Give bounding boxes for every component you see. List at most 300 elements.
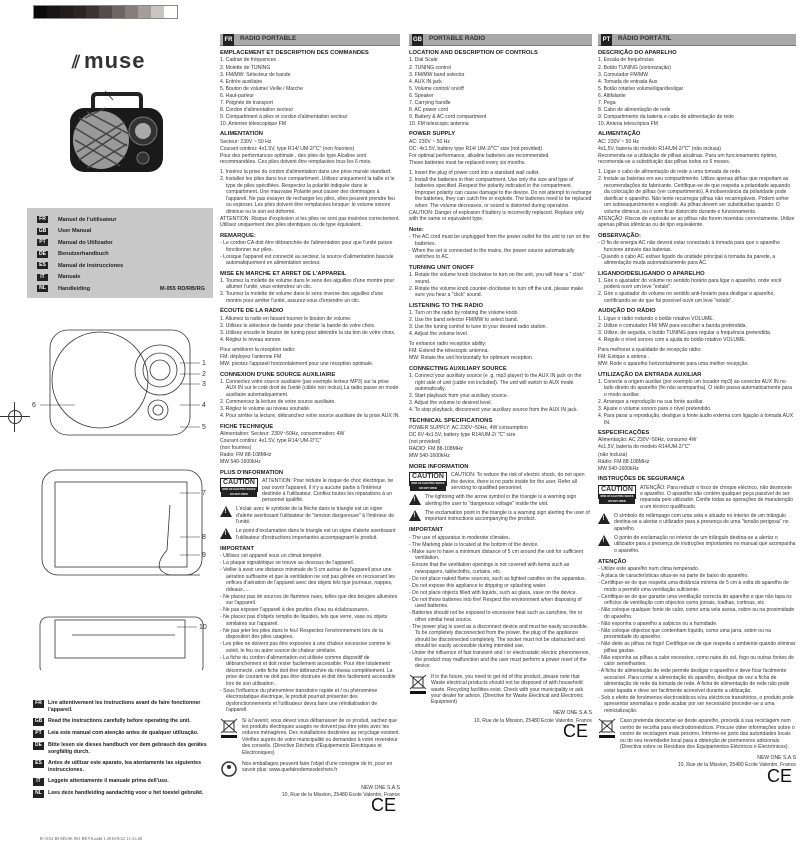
print-footer: R-3152 IB MUSE 001 REV0.indd 1 2016/9/22 11:31:48: [40, 836, 142, 841]
list-item: - Ensure that the ventilation openings is not covered with items such as newspapers, tablecloths, curtains, etc.: [409, 562, 570, 575]
weee-text: Si à l'avenir, vous devez vous débarrasser de ce produit, sachez que les produits électriques usagés ne doivent pas être jetés avec les ordures ménagères. Des installations destinées au recyclage existent. Vérifiez auprès de votre municipalité ou demandez à votre revendeur des conseils. (Directive Déchets d'Equipements Electriques et Electroniques): [242, 717, 400, 756]
list-item: 2. Gire o ajustador do volume no sentido anti-horário para desligar o aparelho, certificando-se de que foi possível ouvir um leve "estalo".: [598, 291, 775, 304]
company-address: 10, Rue de la Mission, 25480 Ecole Valentin, France: [677, 762, 796, 769]
paragraph: RADIO: FM 88-108MHz: [409, 446, 464, 453]
warning-block: [409, 510, 592, 524]
list-item: 7. Pega: [598, 99, 616, 106]
paragraph: For optimal performance, alkaline batteries are recommended.: [409, 152, 550, 159]
list-item: - Do not place naked flame sources, such as lighted candles on the apparatus.: [409, 575, 586, 582]
triman-icon: [220, 761, 238, 781]
list-item: 1. Rotate the volume knob clockwise to turn on the unit, you will hear a " click" sound.: [409, 272, 585, 285]
note-row: [33, 760, 213, 774]
language-label: Handleiding: [58, 285, 91, 292]
list-item: 1. Ligue o rádio rodando o botão rotativo VOLUME.: [598, 315, 715, 322]
section-header: [220, 34, 400, 46]
warning-triangle-icon: [220, 528, 232, 539]
list-item: - Le cordon CA doit être débranchée de l'alimentation pour que l'unité puisse fonctionner sur piles.: [220, 240, 393, 253]
paragraph: CAUTION: Danger of explosion if battery is incorrectly replaced. Replace only with the same or equivalent type.: [409, 209, 584, 223]
note-row: [33, 718, 213, 726]
section-heading: LISTENING TO THE RADIO: [409, 302, 483, 309]
paragraph: Para melhorar a qualidade de recepção rádio:: [598, 347, 702, 353]
paragraph: (not provided): [409, 439, 441, 446]
section-heading: IMPORTANT: [409, 527, 444, 534]
list-item: 10. Antena telescópica FM: [598, 120, 659, 127]
list-item: - The Marking plate is located at the bottom of the device.: [409, 541, 539, 548]
caution-block: [598, 485, 796, 511]
list-item: 6. Speaker: [409, 92, 434, 99]
language-badge: FR: [37, 216, 48, 223]
paragraph: Alimentação: AC 230V~50Hz, consumo 4W: [598, 437, 697, 444]
section-heading: OBSERVAÇÃO:: [598, 232, 641, 239]
list-item: 5. Bouton de volume/ Veille / Marche: [220, 85, 303, 92]
caution-text: ATENÇÃO: Para reduzir o risco de choque eléctrico, não desmonte o aparelho. O aparelho não contém qualquer peça passível de ser reparada pelo utilizador. Confie todas as operações de manutenção a um técnico qualificado.: [640, 484, 793, 510]
section-title: RADIO PORTABLE: [240, 35, 297, 43]
list-item: - Sous l'influence du phénomène transitoire rapide et / ou phénomène électrostatique électrique, le produit pourrait présenter des dysfonctionnements et l'utilisateur devra faire une réinitialisation de l'appareil.: [220, 687, 378, 714]
note-text: Bitte lesen sie dieses handbuch vor dem gebrauch des gerätes sorgfältig durch.: [48, 742, 207, 755]
list-item: 8. Cordon d'alimentation secteur: [220, 106, 294, 113]
list-item: 4. Para parar a reprodução, desligue a fonte áudio externa com ligação à tomada AUX IN.: [598, 413, 794, 426]
list-item: - Ne placez pas de sources de flammes nues, telles que des bougies allumées sur l'appareil.: [220, 593, 398, 607]
language-badge: PT: [601, 34, 612, 46]
list-item: 10. FM telescopic antenna: [409, 120, 469, 127]
list-item: - Não coloque qualquer fonte de calor, como uma vela acesa, sobre ou na proximidade do aparelho.: [598, 607, 795, 620]
list-item: 2. Instale as baterias em seu compartimento. Utilize apenas pilhas que respeitam as recomendações do fabricante. Certifique-se de que respeita a polaridade aquando da colocação de pilhas (ver compartimento). A inobservância da polaridade pode danificar o aparelho. Não tente recarregar pilhas não recarregáveis. Podem sofrer um sobreaquecimento e explodir. As pilhas devem ser substituídas quando: O volume diminuir, ou o som ficar distorcido durante o funcionamento.: [598, 176, 791, 215]
language-label: Manual do Utilizador: [58, 239, 113, 246]
paragraph: (não inclusa): [598, 451, 628, 458]
caution-label: CAUTION: [412, 473, 444, 481]
paragraph: ATTENTION: Risque d'explosion si les piles ne sont pas insérées correctement. Utilisez uniquement des piles identiques ou de type équivalent.: [220, 215, 400, 229]
column-gb: [409, 34, 592, 741]
paragraph: ATENÇÃO: Riscos de explosão se as pilhas não forem inseridas correctamente. Utilize apenas pilhas idênticas ou de tipo equivalente.: [598, 215, 795, 229]
triman-text: Nos emballages peuvent faire l'objet d'une consigne de tri, pour en savoir plus: www.quefairedemesdechets.fr: [242, 760, 393, 774]
list-item: 2. Start playback from your auxiliary source.: [409, 393, 509, 400]
list-item: - Do not expose this appliance to dripping or splashing water.: [409, 582, 547, 589]
list-item: 1. Connect your auxiliary source (e .g. mp3 player) to the AUX IN jack on the right side of unit (cable not included). The unit will switch to AUX mode automatically.: [409, 373, 582, 393]
warning-text: O símbolo do relâmpago com uma seta e situado no interior de um triângulo destina-se a alertar o utilizador para a presença de uma "tensão perigosa" no aparelho.: [614, 512, 789, 532]
list-item: 1. Gire o ajustador do volume no sentido horário para ligar o aparelho, onde você poderá ouvir um leve "estalo".: [598, 277, 782, 291]
language-row: [37, 283, 213, 295]
weee-text: If in the future, you need to get rid of this product, please note that Waste electrical products should not be disposed of with household waste. Recycling facilities exist. Check with your municipality or ask your dealer for advice. (Directive for Waste Electrical and Electronic Equipment): [431, 673, 584, 706]
section-heading: MORE INFORMATION: [409, 463, 469, 470]
paragraph: Pour des performances optimale , des piles de type Alcaline sont recommandées. Ces piles doivent être remplacées tous les 6 mois.: [220, 152, 372, 166]
paragraph: AC: 230V ~ 50 Hz: [409, 138, 450, 145]
warning-block: [409, 494, 592, 508]
diagram-label: 5: [202, 424, 206, 431]
list-item: 1. Connectez votre source auxiliaire (par exemple lecteur MP3) sur la prise AUX IN sur le coté droit de l'unité (câble non inclus).La radio passe en mode auxiliaire automatiquement.: [220, 379, 399, 398]
list-item: 9. Compartiment à piles et cordon d'alimentation secteur: [220, 113, 348, 120]
language-row: [37, 272, 213, 284]
weee-block: [220, 718, 400, 757]
section-heading: EMPLACEMENT ET DESCRIPTION DES COMMANDES: [220, 50, 369, 56]
caution-text: ATTENTION: Pour réduire le risque de choc électrique, ne pas ouvrir l'appareil, il n'y a aucune partie à l'intérieur destinée à l'utilisateur. Confiez toutes les réparations à un personnel qualifié.: [262, 478, 394, 504]
list-item: - Do not place objects filled with liquids, such as glass, vase on the device.: [409, 589, 577, 596]
list-item: 3. Utilisez ensuite le bouton de tuning pour atteindre la sta tion de votre choix.: [220, 329, 396, 336]
color-swatch: [47, 6, 60, 18]
warning-block: [598, 513, 796, 533]
language-badge: NL: [37, 285, 48, 292]
warning-text: The exclamation point in the triangle is a warning sign alerting the user of important instructions accompanying the product.: [425, 509, 590, 523]
list-item: - Não deite as pilhas no fogo! Certifique-se de que respeita o ambiente quando eliminar pilhas gastas.: [598, 641, 796, 654]
list-item: 5. Volume control/ on/off: [409, 85, 464, 92]
list-item: 2. Commencez la lecture de votre source auxiliaire.: [220, 398, 336, 405]
warning-triangle-icon: [598, 535, 610, 546]
paragraph: 4x1,5V, bateria do modelo R14/UM-2/"C": [598, 444, 691, 451]
section-heading: TECHNICAL SPECIFICATIONS: [409, 417, 493, 424]
list-item: 4. AUX IN jack: [409, 78, 442, 85]
paragraph: MW 540-1600kHz: [598, 465, 639, 472]
list-item: 4. Pour arrêter la lecture, débranchez votre source auxiliaire de la prise AUX IN.: [220, 413, 400, 420]
list-item: 3. Comutador FM/MW: [598, 71, 649, 78]
list-item: - The power plug is used as a disconnect device and must be easily accessible. To be completely disconnected from the power, the plug of the appliance should be disconnected completely. The socket must not be obstructed and should be easily accessible during intended use.: [409, 623, 589, 650]
warning-triangle-icon: [220, 506, 232, 517]
list-item: - A placa de características situa-se na parte de baixo do aparelho.: [598, 573, 749, 580]
color-swatch: [151, 6, 164, 18]
color-swatch: [112, 6, 125, 18]
color-swatch: [138, 6, 151, 18]
section-heading: TURNING UNIT ON/OFF: [409, 264, 475, 271]
caution-label-icon: [220, 478, 258, 497]
list-item: 2. Molette de TUNING: [220, 64, 271, 71]
section-heading: INSTRUÇÕES DE SEGURANÇA: [598, 476, 685, 483]
crossed-bin-icon: [598, 718, 616, 738]
weee-block: [598, 718, 796, 751]
language-label: User Manual: [58, 228, 92, 235]
color-swatch: [99, 6, 112, 18]
color-calibration-strip: [33, 5, 178, 19]
list-item: - Batteries should not be exposed to excessive heat such as sunshine, fire or other similar heat source.: [409, 610, 583, 623]
section-heading: LIGANDO/DESLIGANDO O APARELHO: [598, 270, 705, 277]
warning-triangle-icon: [409, 494, 421, 505]
list-item: - La fiche du cordon d'alimentation est utilisée comme dispositif de débranchement et doit rester facilement accessible. Pour être totalement déconnecté, cette fiche doit être débranchée du réseau complètement. La prise de courant ne doit pas être obstruée et doit être facilement accessible lors de son utilisation .: [220, 654, 396, 687]
crossed-bin-icon: [409, 674, 427, 694]
language-badge: PT: [33, 730, 44, 738]
language-badge: FR: [223, 34, 234, 46]
list-item: 8. AC power cord: [409, 106, 449, 113]
list-item: 6. Haut-parleur: [220, 92, 254, 99]
column-fr: [220, 34, 400, 816]
color-swatch: [60, 6, 73, 18]
list-item: 3. Adjust the volume to desired level.: [409, 400, 492, 407]
section-title: PORTABLE RADIO: [429, 35, 486, 43]
list-item: 3. Réglez le volume au niveau souhaité.: [220, 406, 311, 412]
list-item: 8. Cabo de alimentação de rede: [598, 106, 671, 113]
language-row: [37, 214, 213, 226]
diagram-label: 10: [199, 624, 207, 631]
paragraph: POWER SUPPLY: AC 230V~50Hz, 4W consumption: [409, 425, 528, 432]
company-name: NEW ONE S.A.S: [757, 755, 796, 762]
warning-triangle-icon: [598, 513, 610, 524]
section-heading: FICHE TECHNIQUE: [220, 423, 274, 430]
list-item: - Veiller à avoir une distance minimale de 5 cm autour de l'appareil pour une aération suffisante et que la ventilation ne soit pas gênée en recouvrant les orifices d'aération de l'appareil avec des objets tels que journaux, nappes, rideaux.....: [220, 567, 395, 593]
list-item: - O fio de energia AC não deverá estar conectado à tomada para que o aparelho funcione através das baterias.: [598, 240, 780, 253]
diagram-label: 4: [202, 402, 206, 409]
list-item: - Sob o efeito de fenómenos electrostáticos e/ou eléctricos transitórios, o produto pode apresentar anomalias e pode acabar por ser necessário proceder-se a uma reinicialização.: [598, 694, 794, 714]
caution-label-icon: [598, 485, 636, 503]
warning-block: [220, 506, 400, 526]
note-row: [33, 700, 213, 714]
weee-text: Caso pretenda descartar-se deste aparelho, proceda à sua reciclagem num centro de recolha para electrodomésticos. Procure obter informações sobre o centro de reciclagem mais próximo. Informe-se junto das autoridades locais ou do seu revendedor local para a obtenção de pormenores adicionais (Directiva sobre os Resíduos dos Equipamentos Eléctricos e Electrónicos).: [620, 718, 795, 750]
section-heading: ALIMENTATION: [220, 131, 263, 138]
section-heading: DESCRIÇÃO DO APARELHO: [598, 50, 677, 56]
section-heading: ESPECIFICAÇÕES: [598, 429, 650, 436]
language-row: [37, 226, 213, 238]
cover-page: [0, 0, 215, 848]
paragraph: MW: pivotez l'appareil horizontalement pour une réception optimale.: [220, 361, 374, 368]
language-label: Manuale: [58, 274, 81, 281]
language-badge: ES: [37, 262, 48, 269]
list-item: 2. Tournez la molette de volume dans le sens inverse des aiguilles d'une montre pour arrêter l'unité, assurez-vous d'entendre un clic.: [220, 291, 384, 304]
warning-text: Le point d'exclamation dans le triangle est un signe d'alerte avertissant l'utilisateur d'instructions importantes accompagnant le produit.: [236, 528, 396, 541]
paragraph: Courant continu: 4x1.5V, type R14/ UM-2/"C" (non fournies): [220, 145, 355, 152]
paragraph: Pour améliorer la réception radio:: [220, 347, 296, 353]
list-item: 5. Botão rotativo volume/ligar/desligar: [598, 85, 684, 92]
list-item: 6. Altifalante: [598, 92, 626, 99]
list-item: 2. Installez les piles dans leur compartiment .Utilisez uniquement la taille et le type de piles spécifiées. Respectez la polarité indiquée dans le compartiment. Une mauvaise Polarité peut causer des dommages à l'appareil. Ne pas essayer de recharger les piles, elles peuvent prendre feu ou exploser. Les piles doivent être remplacées lorsque: le volume sonore diminue ou le son est déformé.: [220, 176, 395, 215]
color-swatch: [86, 6, 99, 18]
paragraph: FM: Extend the telescopic antenna.: [409, 348, 489, 355]
list-item: 4. Réglez le niveau sonore.: [220, 336, 282, 343]
paragraph: To enhance radio reception ability:: [409, 341, 487, 348]
list-item: 2. Install the batteries in their compartment. Use only the size and type of batteries specified .Respect the polarity indicated in the compartment. Improper polarity can cause damage to the device. Do not attempt to recharge the batteries, they can catch fire or explode. The batteries need to be replaced when: The volume decreases, or sound is distorted during operation.: [409, 177, 592, 209]
list-item: 2. Use the band selector FM/MW to select band.: [409, 317, 518, 323]
language-badge: ES: [33, 760, 44, 768]
list-item: - Ne pas jeter les piles dans le feu! Respectez l'environnement lors de la disposition des piles usagées.: [220, 627, 383, 641]
paragraph: MW: Rotate the unit horizontally for optimum reception.: [409, 355, 534, 362]
paragraph: These batteries must be replaced every six months.: [409, 159, 526, 166]
language-label: Manuel de l'utilisateur: [58, 216, 117, 223]
diagram-label: 6: [32, 402, 36, 409]
list-item: - Utilize este aparelho num clima temperado.: [598, 566, 700, 573]
list-item: 2. Rotate the volume knob counter-clockwise to turn off the unit, please make sure you hear a "click" sound.: [409, 285, 584, 299]
paragraph: MW: Rode o aparelho horizontalmente para uma melhor recepção.: [598, 361, 749, 368]
language-badge: DE: [37, 251, 48, 258]
language-badge: FR: [33, 700, 44, 708]
list-item: - La plaque signalétique se trouve au dessous de l'appareil.: [220, 560, 355, 567]
list-item: - When the set is connected to the mains, the power source automatically switches to AC.: [409, 247, 575, 261]
language-row: [37, 237, 213, 249]
section-heading: POWER SUPPLY: [409, 131, 456, 138]
ce-mark-icon: CE: [370, 795, 396, 816]
list-item: 1. Insert the plug of power cord into a standard wall outlet.: [409, 169, 540, 176]
warning-text: O ponto de exclamação no interior de um triângulo destina-se a alertar o utilizador para a presença de instruções importantes no manual que acompanha o aparelho.: [614, 534, 796, 554]
color-swatch: [73, 6, 86, 18]
language-badge: NL: [33, 790, 44, 798]
company-address: 10, Rue de la Mission, 25480 Ecole Valentin, France: [473, 717, 592, 724]
paragraph: Rádio: FM 88-108MHz: [598, 458, 650, 465]
warning-text: L'éclair avec le symbole de la flèche dans le triangle est un signe d'alerte avertissant l'utilisateur de "tension dangereuse" à l'intérieur de l'unité.: [236, 506, 395, 526]
list-item: - Lorsque l'appareil est connecté au secteur, la source d'alimentation bascule automatiquement en alimentation secteur.: [220, 253, 394, 267]
list-item: 1. Dial Scale: [409, 57, 438, 64]
list-item: 1. Cadran de fréquences: [220, 57, 277, 64]
company-name: NEW ONE S.A.S: [553, 710, 592, 717]
note-text: Leia este manual com atenção antes de qualquer utilização.: [48, 730, 199, 736]
list-item: 10. Antenne télescopique FM: [220, 120, 286, 127]
column-pt: [598, 34, 796, 786]
weee-block: [409, 674, 592, 707]
list-item: - Ne pas exposer l'appareil à des gouttes d'eau ou éclaboussures.: [220, 607, 369, 614]
ce-mark-icon: CE: [562, 720, 588, 741]
list-item: 3. Use the tuning control to tune to your desired radio station.: [409, 324, 547, 331]
list-item: - Não coloque objectos que contenham líquido, como uma jarra, sobre ou na proximidade do aparelho.: [598, 627, 772, 641]
warning-text: The lightning with the arrow symbol in the triangle is a warning sign alerting the user to "dangerous voltage" inside the unit.: [425, 494, 577, 507]
note-text: Antes de utilizar este aparato, lea atentamente las siguientes instrucciones.: [48, 760, 202, 773]
list-item: - Quando o cabo AC estiver ligado da unidade principal à tomada da parede, a alimentação muda automaticamente para AC.: [598, 253, 776, 267]
paragraph: Recomenda-se a utilização de pilhas alcalinas. Para um funcionamento óptimo, recomenda-se a substituição das pilhas todos os 6 meses.: [598, 152, 778, 166]
list-item: 1. Ligue o cabo de alimentação de rede a uma tomada de rede.: [598, 169, 742, 176]
list-item: 2. TUNING control: [409, 64, 451, 71]
list-item: 2. Utilize o comutador FM/ MW para escolher a banda pretendida.: [598, 322, 747, 329]
paragraph: Courant continu: 4x1.5V, type R14/ UM-2/"C": [220, 438, 322, 444]
list-item: 4. Regule o nível sonoro com a ajuda do botão rotativo VOLUME.: [598, 336, 747, 343]
list-item: - Utilisez cet appareil sous un climat tempéré.: [220, 553, 323, 560]
section-heading: Note:: [409, 226, 424, 233]
list-item: 1. Insérez la prise du cordon d'alimentation dans une prise murale standard.: [220, 169, 392, 176]
list-item: 4. Adjust the volume level.: [409, 331, 469, 338]
list-item: - Certifique-se de que garante uma ventilação correcta do aparelho e que não tapa os orifícios de ventilação com objectos como jornais, toalhas, cortinas, etc.: [598, 593, 792, 607]
language-badge: GB: [412, 34, 423, 46]
list-item: 2. Botão TUNING (sintonização): [598, 64, 671, 71]
color-swatch: [164, 6, 177, 18]
language-row: [37, 249, 213, 261]
language-row: [37, 260, 213, 272]
radio-diagrams: [30, 325, 210, 670]
section-heading: UTILIZAÇÃO DA ENTRADA AUXILIAR: [598, 371, 702, 378]
paragraph: MW 540-1600kHz: [220, 459, 261, 466]
section-heading: PLUS D'INFORMATION: [220, 469, 284, 476]
caution-sub: RISK OF ELECTRIC SHOCK DO NOT OPEN: [222, 488, 256, 497]
list-item: - Ne placez pas d'objets remplis de liquides, tels que verre, vase ou objets similaires sur l'appareil.: [220, 614, 388, 627]
caution-sub: RISK OF ELECTRIC SHOCK DO NOT OPEN: [411, 482, 445, 491]
language-label: Benutzerhandbuch: [58, 251, 109, 258]
list-item: 1. Conecte a origem auxiliar (por exemplo um tocador mp3) ao conector AUX IN no lado direito do aparelho (fio não acompanha). O rádio passa automaticamente para o modo auxiliar.: [598, 379, 793, 398]
caution-label: CAUTION: [601, 485, 633, 493]
paragraph: FM: Estique a antena .: [598, 354, 650, 361]
paragraph: MW 540-1600kHz: [409, 453, 450, 460]
list-item: 1. Allumez la radio en faisant tourner le bouton de volume.: [220, 315, 352, 322]
list-item: 3. Utilize, de seguida, o botão TUNING para regular a frequência pretendida.: [598, 329, 772, 336]
list-item: - Certifique-se de que respeita uma distância mínima de 5 cm à volta do aparelho de modo a permitir uma ventilação suficiente.: [598, 580, 789, 593]
language-badge: PT: [37, 239, 48, 246]
list-item: 9. Compartimento da bateria e cabo de alimentação de rede: [598, 113, 734, 120]
list-item: - Les piles ne doivent pas être exposées à une chaleur excessive comme le soleil, le feu ou autre source de chaleur similaire.: [220, 641, 391, 654]
caution-block: [409, 472, 592, 492]
triman-block: [220, 761, 400, 781]
diagram-label: 8: [202, 534, 206, 541]
note-text: Read the instructions carefully before operating the unit.: [48, 718, 191, 724]
language-badge: GB: [34, 718, 43, 724]
list-item: 9. Battery & AC cord compartment: [409, 113, 487, 120]
company-name: NEW ONE S.A.S: [361, 784, 400, 791]
radio-photo: [65, 88, 165, 183]
section-title: RÁDIO PORTÁTIL: [618, 35, 672, 43]
note-row: [33, 742, 213, 756]
caution-text: CAUTION: To reduce the risk of electric shock, do not open the device, there is no parts inside for the user. Refer all servicing to qualified personnel.: [451, 472, 585, 492]
list-item: - The AC cord must be unplugged from the power outlet for the unit to run on the batteries.: [409, 234, 590, 247]
company-address: 10, Rue de la Mission, 25480 Ecole Valentin, France: [281, 791, 400, 798]
paragraph: Radio: FM 88-108MHz: [220, 452, 272, 459]
note-text: Lees deze handleiding aandachtig voor u het toestel gebruikt.: [48, 790, 204, 796]
list-item: 4. To stop playback, disconnect your auxiliary source from the AUX IN jack.: [409, 407, 578, 414]
note-text: Lire attentivement les instructions avant de faire fonctionner l'appareil.: [48, 700, 201, 713]
language-badge: DE: [33, 742, 44, 750]
list-item: 7. Carrying handle: [409, 99, 451, 106]
paragraph: Alimentation: Secteur: 230V~50Hz, consommation: 4W: [220, 430, 345, 437]
caution-label: CAUTION: [223, 479, 255, 487]
section-heading: CONNEXION D'UNE SOURCE AUXILIAIRE: [220, 371, 336, 378]
list-item: 3. FM/MW band selector: [409, 71, 465, 78]
section-heading: REMARQUE:: [220, 232, 256, 239]
color-swatch: [125, 6, 138, 18]
section-heading: ÉCOUTE DE LA RADIO: [220, 308, 284, 315]
section-heading: AUDIÇÃO DO RÁDIO: [598, 308, 656, 315]
diagram-label: 9: [202, 552, 206, 559]
language-badge: IT: [33, 778, 44, 786]
list-item: 2. Utilisez le sélecteur de bande pour choisir la bande de votre choix.: [220, 322, 376, 329]
list-item: - Do not throw batteries into fire! Respect the environment when disposing of used batteries.: [409, 596, 582, 610]
caution-label-icon: [409, 472, 447, 491]
paragraph: AC: 230V ~ 50 Hz: [598, 138, 639, 145]
section-header: [409, 34, 592, 46]
model-number: M-055 RD/RB/RG: [159, 285, 205, 292]
color-swatch: [34, 6, 47, 18]
note-row: [33, 730, 213, 738]
list-item: 1. Tournez la molette de volume dans le sens des aiguilles d'une montre pour allumer l'unité, vous entendrez un clic.: [220, 277, 395, 291]
paragraph: DC 6V 4x1.5V, battery type R14/UM-2/ "C" size: [409, 432, 516, 439]
warning-block: [598, 535, 796, 555]
caution-sub: RISK OF ELECTRIC SHOCK DO NOT OPEN: [600, 494, 634, 503]
read-instructions-notes: [33, 700, 213, 802]
section-header: [598, 34, 796, 46]
paragraph: Secteur: 230V ~ 50 Hz: [220, 138, 272, 145]
paragraph: (non fournies): [220, 445, 252, 452]
registration-mark: [0, 402, 30, 432]
language-badge: GB: [38, 227, 47, 234]
paragraph: FM: déployez l'antenne FM: [220, 354, 282, 361]
list-item: - A ficha de alimentação de rede permite desligar o aparelho e deve ficar facilmente acessível. Para cortar a alimentação do aparelho, desligue de vez a ficha de alimentação de rede da tomada de rede. A ficha de alimentação de rede não pode estar tapada e deve ser facilmente acessível durante a utilização.: [598, 668, 790, 694]
caution-block: [220, 478, 400, 504]
list-item: 4. Tomada de entrada Aux: [598, 78, 658, 85]
muse-logo: ⫽ muse: [72, 48, 146, 73]
list-item: - Não exponha as pilhas a calor excessivo, como raios do sol, fogo ou outras fontes de calor semelhantes.: [598, 654, 794, 668]
language-list: [27, 208, 213, 298]
note-text: Leggete attentamente il manuale prima dell'uso.: [48, 778, 169, 784]
list-item: 2. Arranque a reprodução na sua fonte auxiliar.: [598, 398, 704, 405]
list-item: - Make sure to have a minimum distance of 5 cm around the unit for sufficient ventilation.: [409, 548, 584, 562]
diagram-label: 2: [202, 371, 206, 378]
diagram-label: 3: [202, 381, 206, 388]
section-heading: LOCATION AND DESCRIPTION OF CONTROLS: [409, 50, 538, 56]
note-row: [33, 790, 213, 798]
list-item: 4. Entrée auxiliaire: [220, 78, 263, 85]
ce-mark-icon: CE: [766, 765, 792, 786]
diagram-label: 1: [202, 360, 206, 367]
section-heading: MISE EN MARCHE ET ARRET DE L'APPAREIL: [220, 270, 347, 277]
crossed-bin-icon: [220, 718, 238, 738]
section-heading: IMPORTANT: [220, 545, 255, 552]
language-badge: IT: [37, 274, 48, 281]
list-item: 3. Ajuste o volume sonoro para o nível pretendido.: [598, 406, 712, 412]
list-item: 1. Escala de frequências: [598, 57, 654, 64]
list-item: 3. FM/MW: Sélecteur de bande: [220, 71, 291, 78]
language-label: Manual de instrucciones: [58, 262, 124, 269]
paragraph: DC: 4x1.5V, battery type R14/ UM-2/"C" size (not provided): [409, 145, 543, 152]
list-item: 1. Turn on the radio by rotating the volume knob.: [409, 309, 519, 316]
brand-name: muse: [84, 48, 146, 73]
note-row: [33, 778, 213, 786]
section-heading: CONNECTING AUXILIARY SOURCE: [409, 365, 507, 372]
section-heading: ALIMENTAÇÃO: [598, 131, 641, 138]
list-item: - Não exponha o aparelho a salpicos ou a humidade.: [598, 620, 718, 627]
